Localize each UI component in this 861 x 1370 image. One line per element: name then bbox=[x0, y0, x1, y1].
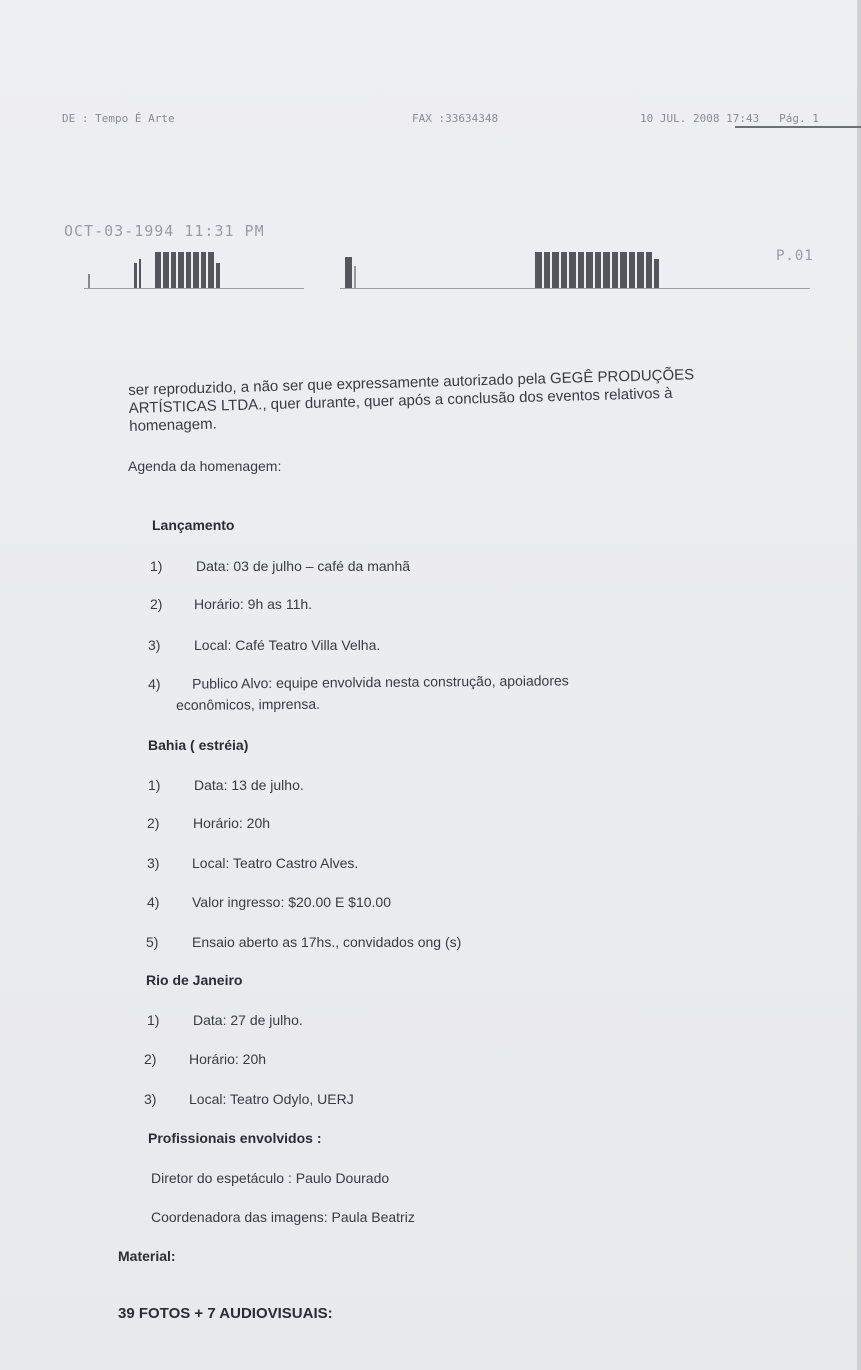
intro-paragraph: ser reproduzido, a não ser que expressamente autorizado pela GEGÊ PRODUÇÕES ARTÍSTICAS LTDA., quer durante, quer após a conclusão dos eventos relativos à homenagem. bbox=[128, 366, 695, 435]
list-item bbox=[147, 1012, 303, 1028]
item-number: 1) bbox=[150, 558, 163, 574]
list-item bbox=[147, 815, 271, 831]
list-item bbox=[146, 934, 462, 950]
fax-stamp-timestamp: OCT-03-1994 11:31 PM bbox=[64, 222, 265, 240]
item-number: 2) bbox=[144, 1051, 157, 1067]
list-item bbox=[148, 777, 304, 793]
list-item bbox=[147, 855, 359, 871]
fax-barcode-left bbox=[88, 252, 298, 288]
item-text: Valor ingresso: $20.00 E $10.00 bbox=[192, 894, 391, 910]
item-number: 1) bbox=[147, 1012, 160, 1028]
item-number: 3) bbox=[148, 637, 161, 653]
fax-stamp-page: P.01 bbox=[776, 248, 814, 264]
item-number: 1) bbox=[148, 777, 161, 793]
item-number: 2) bbox=[147, 815, 160, 831]
director-line: Diretor do espetáculo : Paulo Dourado bbox=[151, 1170, 390, 1186]
item-number: 4) bbox=[148, 675, 161, 692]
material-content: 39 FOTOS + 7 AUDIOVISUAIS: bbox=[118, 1305, 333, 1322]
item-number: 5) bbox=[146, 934, 159, 950]
list-item bbox=[144, 1051, 267, 1067]
section-heading-material: Material: bbox=[118, 1248, 176, 1264]
item-number: 2) bbox=[150, 596, 163, 612]
section-heading-professionals: Profissionais envolvidos : bbox=[148, 1130, 322, 1146]
section-heading-rio: Rio de Janeiro bbox=[146, 972, 243, 988]
item-text: Data: 03 de julho – café da manhã bbox=[196, 558, 411, 574]
fax-page-label: Pág. 1 bbox=[779, 112, 819, 125]
fax-rule-right bbox=[340, 288, 810, 289]
list-item bbox=[148, 672, 569, 692]
list-item bbox=[147, 894, 391, 910]
item-text: Ensaio aberto as 17hs., convidados ong (s) bbox=[192, 934, 462, 950]
fax-barcode-right bbox=[535, 252, 725, 288]
item-number: 3) bbox=[144, 1091, 157, 1107]
list-item bbox=[144, 1091, 354, 1107]
fax-barcode-mid bbox=[345, 252, 365, 288]
fax-date bbox=[640, 112, 819, 125]
item-text: Data: 13 de julho. bbox=[194, 777, 304, 793]
list-item bbox=[150, 596, 313, 612]
agenda-title: Agenda da homenagem: bbox=[128, 458, 282, 474]
item-number: 3) bbox=[147, 855, 160, 871]
fax-transmission-header bbox=[0, 112, 861, 130]
item-continuation: econômicos, imprensa. bbox=[176, 695, 321, 713]
page-edge-shadow bbox=[857, 0, 861, 1370]
item-text: Local: Teatro Odylo, UERJ bbox=[189, 1091, 354, 1107]
item-text: Horário: 20h bbox=[193, 815, 271, 831]
item-number: 4) bbox=[147, 894, 160, 910]
item-text: Data: 27 de julho. bbox=[193, 1012, 303, 1028]
item-text: Local: Teatro Castro Alves. bbox=[192, 855, 359, 871]
fax-number: FAX :33634348 bbox=[412, 112, 499, 125]
item-text: Local: Café Teatro Villa Velha. bbox=[194, 637, 381, 653]
fax-date-value: 10 JUL. 2008 17:43 bbox=[640, 112, 760, 125]
coordinator-line: Coordenadora das imagens: Paula Beatriz bbox=[151, 1209, 415, 1225]
item-text: Horário: 9h as 11h. bbox=[194, 596, 313, 612]
section-heading-lancamento: Lançamento bbox=[152, 517, 235, 533]
fax-sender: DE : Tempo É Arte bbox=[62, 112, 175, 125]
section-heading-bahia: Bahia ( estréia) bbox=[148, 737, 249, 753]
list-item bbox=[148, 637, 381, 653]
header-underline bbox=[735, 126, 861, 128]
fax-rule-left bbox=[84, 288, 304, 289]
item-text: Horário: 20h bbox=[189, 1051, 267, 1067]
item-text: Publico Alvo: equipe envolvida nesta construção, apoiadores bbox=[191, 672, 569, 692]
list-item bbox=[150, 558, 411, 574]
